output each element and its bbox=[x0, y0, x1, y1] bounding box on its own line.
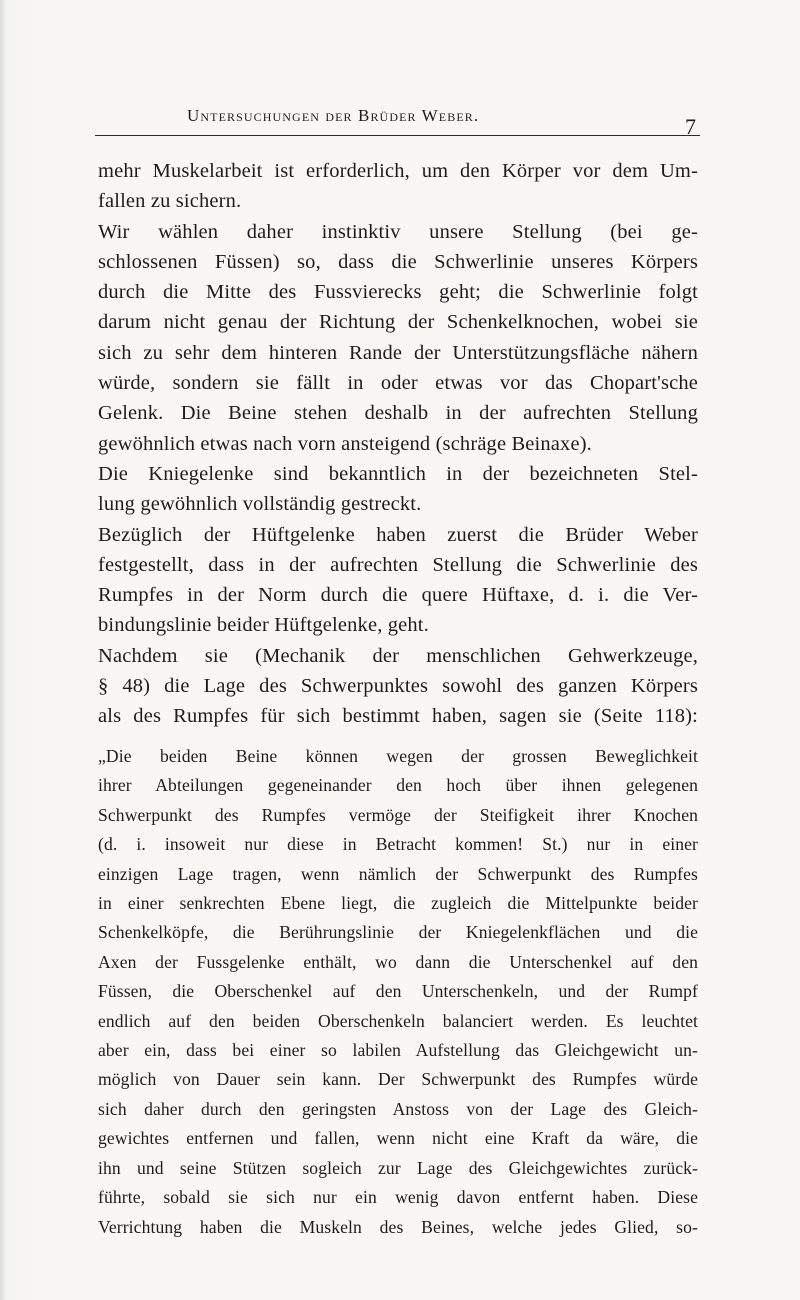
quote-line: führte, sobald sie sich nur ein wenig davon entfernt haben. Diese bbox=[98, 1187, 698, 1208]
text-line: mehr Muskelarbeit ist erforderlich, um den Körper vor dem Um- bbox=[98, 160, 698, 182]
text-line: durch die Mitte des Fussvierecks geht; die Schwerlinie folgt bbox=[98, 281, 698, 304]
quote-line: Schenkelköpfe, die Berührungslinie der Kniegelenkflächen und die bbox=[98, 922, 698, 943]
quote-line: endlich auf den beiden Oberschenkeln balanciert werden. Es leuchtet bbox=[98, 1010, 698, 1031]
quote-line: Axen der Fussgelenke enthält, wo dann die Unterschenkel auf den bbox=[98, 951, 698, 972]
quote-line: aber ein, dass bei einer so labilen Aufstellung das Gleichgewicht un- bbox=[98, 1040, 698, 1061]
quote-line: Füssen, die Oberschenkel auf den Unterschenkeln, und der Rumpf bbox=[98, 981, 698, 1002]
text-line: gewöhnlich etwas nach vorn ansteigend (schräge Beinaxe). bbox=[98, 432, 592, 455]
text-line: Rumpfes in der Norm durch die quere Hüftaxe, d. i. die Ver- bbox=[98, 584, 698, 607]
running-title: Untersuchungen der Brüder Weber. bbox=[187, 106, 480, 125]
text-line: Bezüglich der Hüftgelenke haben zuerst die Brüder Weber bbox=[98, 523, 698, 546]
text-line: sich zu sehr dem hinteren Rande der Unterstützungsfläche nähern bbox=[98, 341, 698, 364]
text-line: würde, sondern sie fällt in oder etwas vor das Chopart'sche bbox=[98, 372, 698, 395]
quote-line: einzigen Lage tragen, wenn nämlich der Schwerpunkt des Rumpfes bbox=[98, 863, 698, 884]
quote-line: sich daher durch den geringsten Anstoss von der Lage des Gleich- bbox=[98, 1098, 698, 1119]
text-line: lung gewöhnlich vollständig gestreckt. bbox=[98, 493, 422, 516]
quote-line: möglich von Dauer sein kann. Der Schwerpunkt des Rumpfes würde bbox=[98, 1069, 698, 1090]
quote-line: „Die beiden Beine können wegen der grossen Beweglichkeit bbox=[98, 746, 698, 766]
paragraph bbox=[98, 459, 698, 520]
quote-line: in einer senkrechten Ebene liegt, die zugleich die Mittelpunkte beider bbox=[98, 893, 698, 914]
quote-line: gewichtes entfernen und fallen, wenn nicht eine Kraft da wäre, die bbox=[98, 1128, 698, 1149]
quote-line: ihn und seine Stützen sogleich zur Lage des Gleichgewichtes zurück- bbox=[98, 1157, 698, 1178]
text-line: als des Rumpfes für sich bestimmt haben, sagen sie (Seite 118): bbox=[98, 705, 698, 728]
header-rule bbox=[95, 135, 700, 136]
paragraph bbox=[98, 641, 698, 732]
text-line: bindungslinie beider Hüftgelenke, geht. bbox=[98, 614, 429, 637]
text-line: § 48) die Lage des Schwerpunktes sowohl des ganzen Körpers bbox=[98, 675, 698, 698]
text-line: fallen zu sichern. bbox=[98, 190, 242, 213]
text-line: festgestellt, dass in der aufrechten Stellung die Schwerlinie des bbox=[98, 553, 698, 576]
paragraph bbox=[98, 156, 698, 217]
quote-line: ihrer Abteilungen gegeneinander den hoch über ihnen gelegenen bbox=[98, 775, 698, 796]
quote-line: (d. i. insoweit nur diese in Betracht kommen! St.) nur in einer bbox=[98, 834, 698, 855]
quote-line: Verrichtung haben die Muskeln des Beines, welche jedes Glied, so- bbox=[98, 1216, 698, 1237]
text-line: schlossenen Füssen) so, dass die Schwerlinie unseres Körpers bbox=[98, 250, 698, 273]
page-header bbox=[95, 100, 700, 139]
text-line: Nachdem sie (Mechanik der menschlichen Gehwerkzeuge, bbox=[98, 644, 698, 667]
text-line: Wir wählen daher instinktiv unsere Stellung (bei ge- bbox=[98, 220, 698, 243]
quote-paragraph bbox=[98, 742, 698, 1242]
paragraph bbox=[98, 520, 698, 641]
text-line: darum nicht genau der Richtung der Schenkelknochen, wobei sie bbox=[98, 311, 698, 334]
text-line: Die Kniegelenke sind bekanntlich in der bezeichneten Stel- bbox=[98, 462, 698, 485]
text-line: Gelenk. Die Beine stehen deshalb in der aufrechten Stellung bbox=[98, 402, 698, 425]
page-number: 7 bbox=[685, 114, 696, 139]
quote-line: Schwerpunkt des Rumpfes vermöge der Steifigkeit ihrer Knochen bbox=[98, 804, 698, 825]
paragraph bbox=[98, 217, 698, 459]
body-text bbox=[98, 156, 698, 732]
block-quote bbox=[98, 742, 698, 1242]
